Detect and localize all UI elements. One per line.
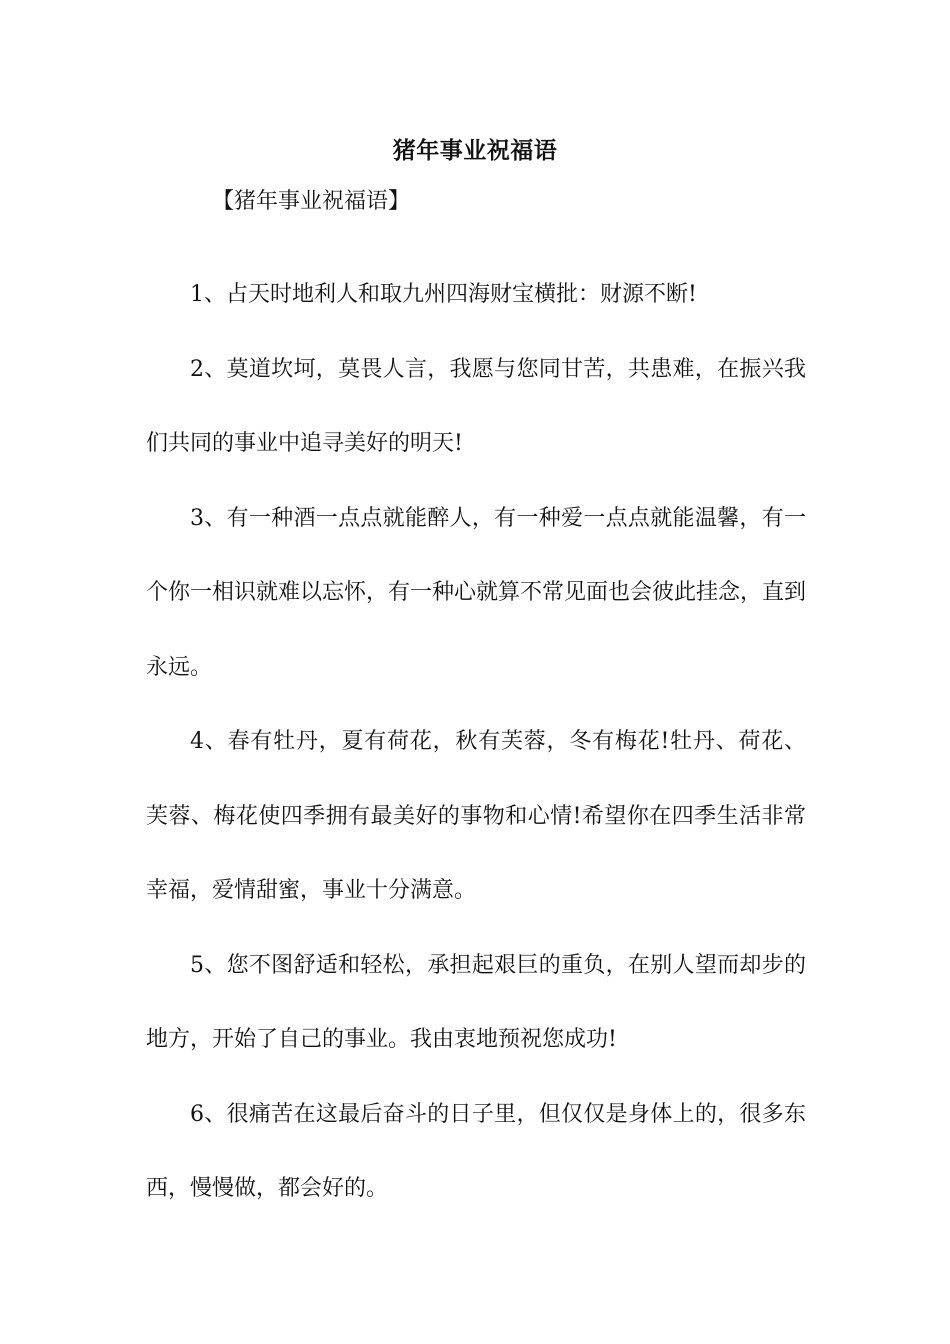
document-body	[146, 258, 806, 1227]
paragraph: 6、很痛苦在这最后奋斗的日子里，但仅仅是身体上的，很多东西，慢慢做，都会好的。	[146, 1101, 806, 1201]
paragraph: 5、您不图舒适和轻松，承担起艰巨的重负，在别人望而却步的地方，开始了自己的事业。我由衷地预祝您成功!	[146, 952, 806, 1052]
document-title: 猪年事业祝福语	[392, 137, 558, 164]
paragraph: 3、有一种酒一点点就能醉人，有一种爱一点点就能温馨，有一个你一相识就难以忘怀，有一种心就算不常见面也会彼此挂念，直到永远。	[146, 505, 807, 680]
document-subtitle: 【猪年事业祝福语】	[212, 189, 411, 214]
paragraph: 2、莫道坎坷，莫畏人言，我愿与您同甘苦，共患难，在振兴我们共同的事业中追寻美好的明天!	[146, 356, 806, 456]
paragraph: 1、占天时地利人和取九州四海财宝横批：财源不断!	[190, 282, 697, 307]
paragraph: 4、春有牡丹，夏有荷花，秋有芙蓉，冬有梅花!牡丹、荷花、芙蓉、梅花使四季拥有最美好的事物和心情!希望你在四季生活非常幸福，爱情甜蜜，事业十分满意。	[146, 729, 806, 903]
